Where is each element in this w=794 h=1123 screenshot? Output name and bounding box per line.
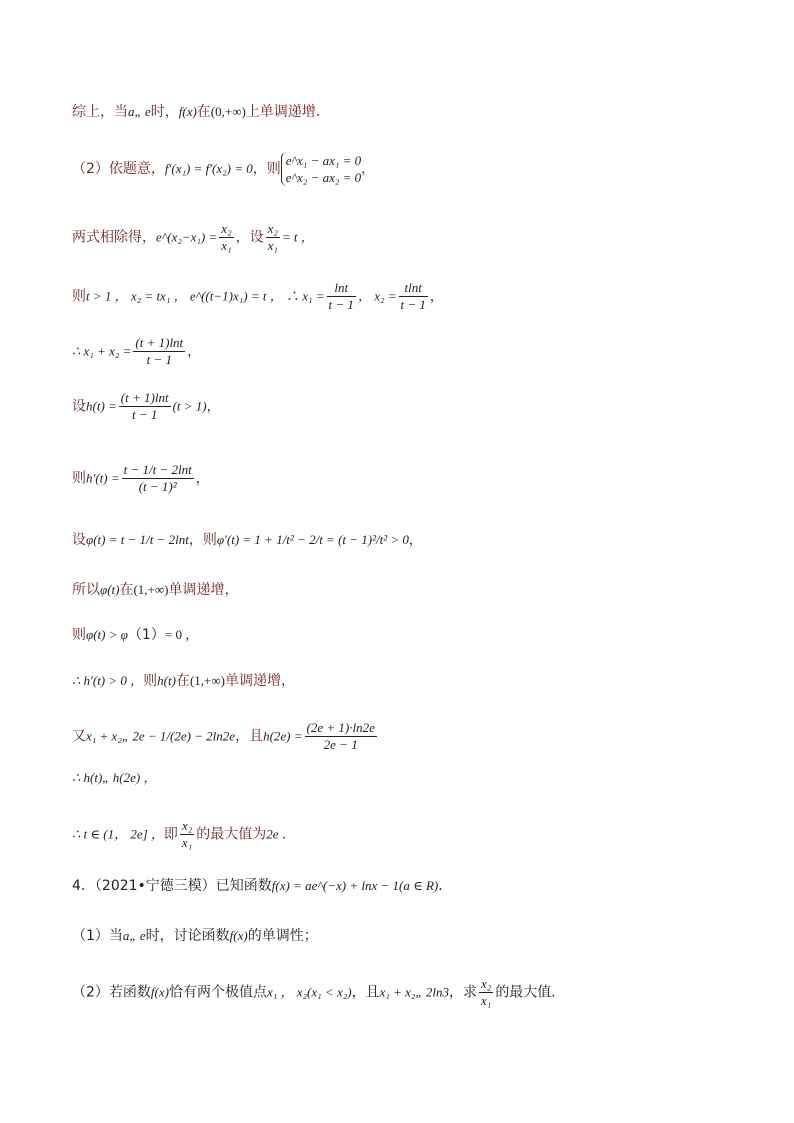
solution-line-11: ∴ h′(t) > 0 ，则h(t)在(1,+∞)单调递增，: [72, 673, 295, 689]
fraction: $\frac{(2e + 1)\cdot\ln 2e}{2e - 1}$: [306, 720, 375, 752]
solution-line-10: 则φ(t) > φ（1）= 0 ，: [72, 627, 199, 643]
equation-system: e^x₁ − ax₁ = 0 e^x₂ − ax₂ = 0: [281, 152, 361, 186]
fraction: $\frac{\ln t}{t - 1}$: [328, 280, 354, 312]
fraction: $\frac{\text{x₂}}{\text{x₁}}$: [481, 976, 492, 1008]
solution-line-5: ∴ x₁ + x₂ = $\frac{(t + 1)\ln t}{t - 1}$ ，: [72, 335, 201, 367]
solution-line-1: 综上，当a„ e时，f(x)在(0,+∞)上单调递增．: [72, 104, 330, 120]
fraction: $\frac{\text{x₂}}{\text{x₁}}$: [181, 818, 193, 850]
fraction: $\frac{\text{x₂}}{\text{x₁}}$: [267, 221, 278, 253]
fraction: $\frac{\text{x₂}}{\text{x₁}}$: [221, 221, 232, 253]
solution-line-13: ∴ h(t)„ h(2e) ，: [72, 770, 157, 785]
solution-line-12: 又x₁ + x₂„ 2e − 1/(2e) − 2ln2e，且h(2e) = $\frac{(2e + 1)\cdot\ln 2e}{2e - 1}$: [72, 720, 375, 752]
solution-line-4: 则t > 1 ， x₂ = tx₁ ， e^((t−1)x₁) = t ， ∴ x₁ = $\frac{\ln t}{t - 1}$ ， x₂ = $\frac{tlnt}{t - 1}$ ，: [72, 280, 443, 312]
solution-line-2: （2）依题意，f′(x₁) = f′(x₂) = 0，则 e^x₁ − ax₁ = 0 e^x₂ − ax₂ = 0 ，: [72, 153, 376, 185]
fraction: $\frac{tlnt}{t - 1}$: [400, 280, 426, 312]
problem-part-2: （2）若函数f(x)恰有两个极值点x₁ ， x₂(x₁ < x₂)，且x₁ + x₂„ 2ln3，求 $\frac{\text{x₂}}{\text{x₁}}$ 的最大值．: [72, 976, 566, 1008]
solution-line-9: 所以φ(t)在(1,+∞)单调递增，: [72, 582, 239, 598]
fraction: $\frac{(t + 1)\ln t}{t - 1}$: [135, 335, 184, 367]
problem-part-1: （1）当a„ e时，讨论函数f(x)的单调性；: [72, 928, 318, 944]
solution-line-8: 设φ(t) = t − 1/t − 2lnt，则φ′(t) = 1 + 1/t² − 2/t = (t − 1)²/t² > 0，: [72, 532, 422, 548]
solution-line-14: ∴ t ∈ (1， 2e] ，即 $\frac{\text{x₂}}{\text{x₁}}$ 的最大值为2e ．: [72, 818, 295, 850]
solution-line-7: 则h′(t) = $\frac{t - 1/t - 2\ln t}{\text{(t − 1)²}}$ ，: [72, 462, 209, 494]
fraction: $\frac{(t + 1)\ln t}{t - 1}$: [120, 390, 169, 422]
fraction: $\frac{t - 1/t - 2\ln t}{\text{(t − 1)²}}$: [123, 462, 192, 494]
solution-line-6: 设h(t) = $\frac{(t + 1)\ln t}{t - 1}$ (t > 1)，: [72, 390, 220, 422]
solution-line-3: 两式相除得，e^(x₂−x₁) = $\frac{\text{x₂}}{\text{x₁}}$ ，设 $\frac{\text{x₂}}{\text{x₁}}$ = t ，: [72, 221, 314, 253]
problem-title: 4．（2021•宁德三模）已知函数f(x) = ae^(−x) + lnx − 1(a ∈ R)．: [72, 878, 453, 894]
